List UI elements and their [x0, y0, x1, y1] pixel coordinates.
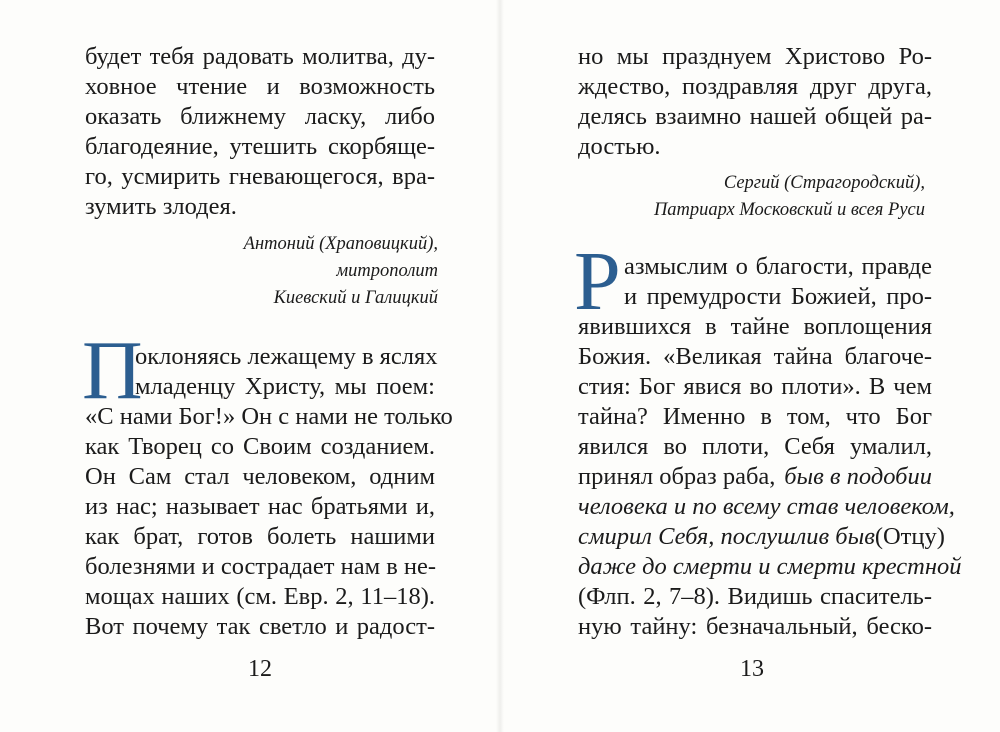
- text-line: будет тебя радовать молитва, ду-: [85, 43, 435, 70]
- attribution-line: Киевский и Галицкий: [273, 288, 438, 308]
- text-line: (Флп. 2, 7–8). Видишь спаситель-: [578, 583, 932, 610]
- text-line: как брат, готов болеть нашими: [85, 523, 435, 550]
- text-line: тайна? Именно в том, что Бог: [578, 403, 932, 430]
- attribution-line: Патриарх Московский и всея Руси: [653, 200, 925, 220]
- text-line: из нас; называет нас братьями и,: [85, 493, 435, 520]
- text-line: Божия. «Великая тайна благоче-: [578, 343, 932, 370]
- text-line: ждество, поздравляя друг друга,: [578, 73, 932, 100]
- text-line: зумить злодея.: [85, 193, 237, 220]
- text-line: младенцу Христу, мы поем:: [135, 373, 435, 400]
- text-line: го, усмирить гневающегося, вра-: [85, 163, 435, 190]
- text-line: благодеяние, утешить скорбяще-: [85, 133, 435, 160]
- page-number: 12: [248, 656, 272, 682]
- right-page: [500, 0, 1000, 732]
- page-number: 13: [740, 656, 764, 682]
- text-line: явился во плоти, Себя умалил,: [578, 433, 932, 460]
- drop-cap: Р: [574, 235, 621, 328]
- attribution-line: Сергий (Страгородский),: [723, 173, 925, 193]
- text-line: Вот почему так светло и радост-: [85, 613, 435, 640]
- text-segment: (Отцу): [874, 523, 945, 550]
- text-line: «С нами Бог!» Он с нами не только: [85, 403, 453, 430]
- scripture-quote: даже до смерти и смерти крестной: [578, 553, 962, 580]
- text-line: азмыслим о благости, правде: [624, 253, 932, 280]
- text-segment: принял образ раба,: [578, 463, 776, 490]
- attribution-line: Антоний (Храповицкий),: [243, 234, 438, 254]
- text-line: ную тайну: безначальный, беско-: [578, 613, 932, 640]
- text-line: стия: Бог явися во плоти». В чем: [578, 373, 932, 400]
- text-line: мощах наших (см. Евр. 2, 11–18).: [85, 583, 435, 610]
- text-line: явившихся в тайне воплощения: [578, 313, 932, 340]
- drop-cap: П: [82, 324, 143, 417]
- text-line: делясь взаимно нашей общей ра-: [578, 103, 932, 130]
- text-line: достью.: [578, 133, 661, 160]
- text-line: как Творец со Своим созданием.: [85, 433, 435, 460]
- text-line: [578, 462, 932, 492]
- text-line: оказать ближнему ласку, либо: [85, 103, 435, 130]
- attribution-line: митрополит: [336, 261, 438, 281]
- text-line: болезнями и сострадает нам в не-: [85, 553, 437, 580]
- scripture-quote: смирил Себя, послушлив быв: [578, 523, 875, 550]
- text-line: и премудрости Божией, про-: [624, 283, 932, 310]
- scripture-quote: человека и по всему став человеком,: [578, 493, 955, 520]
- text-line: Он Сам стал человеком, одним: [85, 463, 435, 490]
- text-line: оклоняясь лежащему в яслях: [135, 343, 438, 370]
- text-line: но мы празднуем Христово Ро-: [578, 43, 932, 70]
- text-line: [578, 522, 945, 552]
- scripture-quote: быв в подобии: [784, 463, 932, 490]
- text-line: ховное чтение и возможность: [85, 73, 435, 100]
